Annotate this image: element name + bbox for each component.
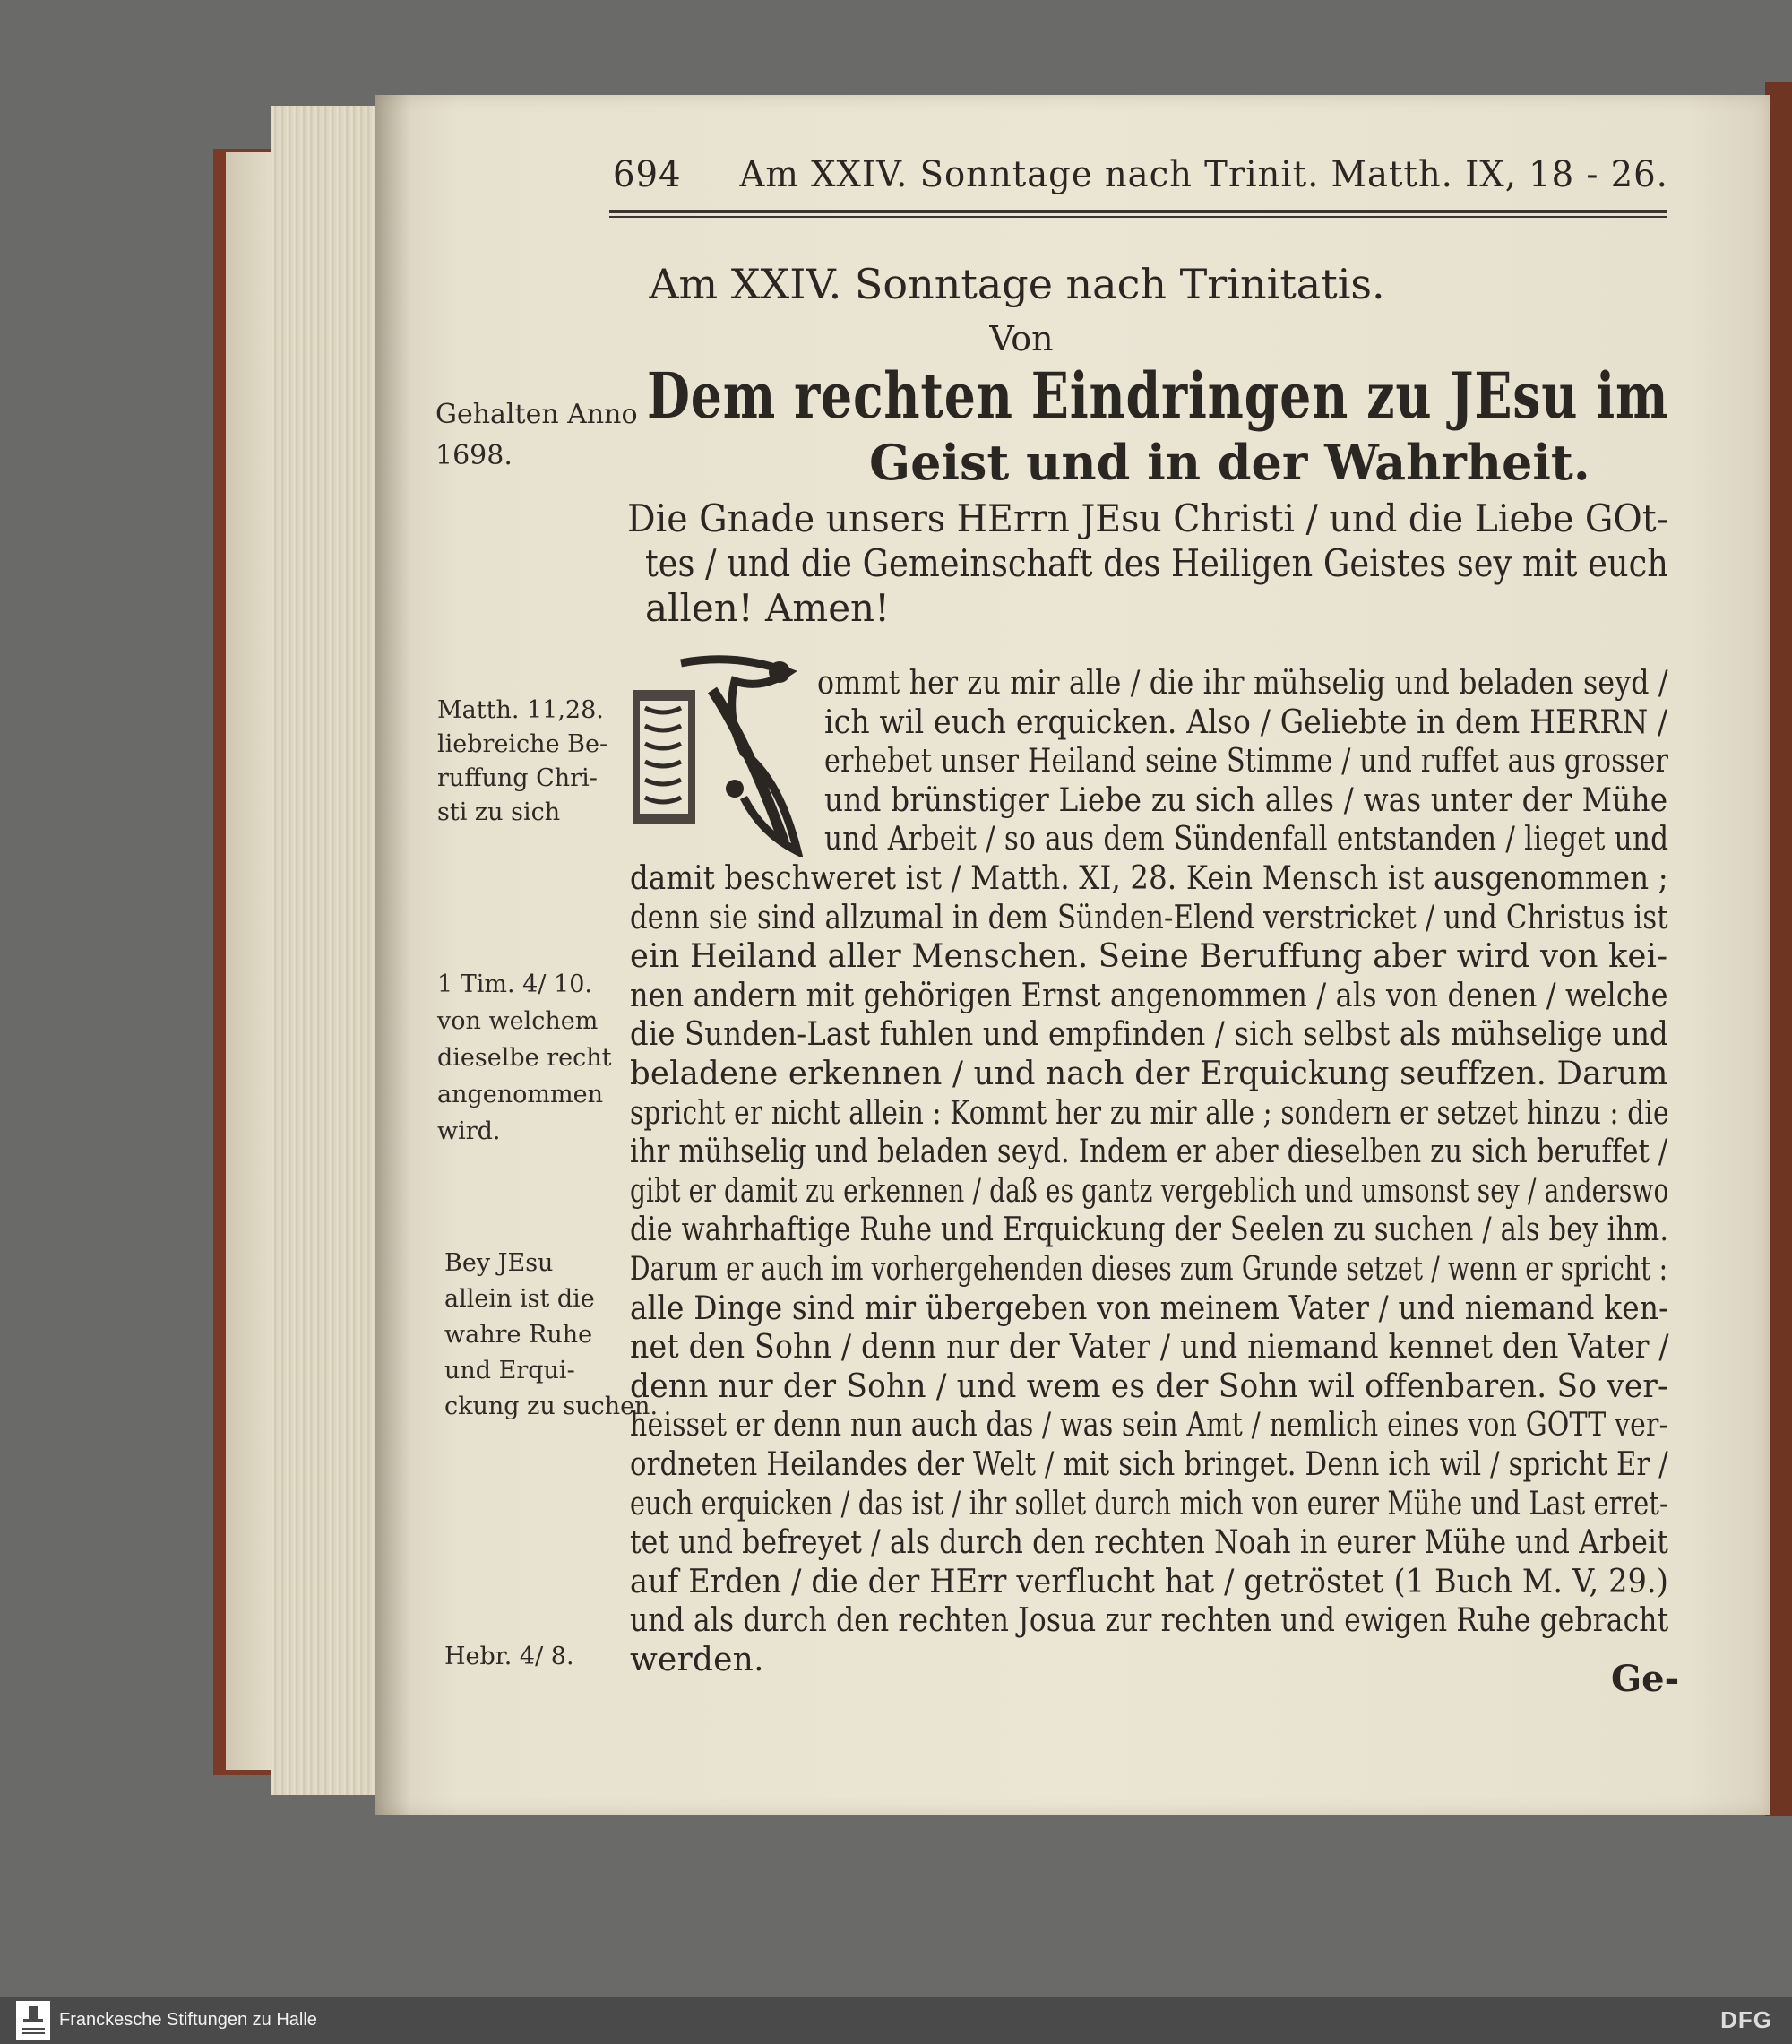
body-line: ihr mühselig und beladen seyd. Indem er aber dieselben zu sich beruffet / — [630, 1134, 1668, 1170]
margin-note-line: 1698. — [435, 440, 513, 471]
body-line: die wahrhaftige Ruhe und Erquickung der Seelen zu suchen / als bey ihm. — [630, 1212, 1669, 1248]
body-line: und als durch den rechten Josua zur rechten und ewigen Ruhe gebracht — [630, 1602, 1669, 1639]
body-line: auf Erden / die der HErr verflucht hat / getröstet (1 Buch M. V, 29.) — [630, 1564, 1669, 1600]
body-line: nen andern mit gehörigen Ernst angenommen / als von denen / welche — [630, 978, 1668, 1014]
margin-note-gehalten — [435, 394, 638, 477]
margin-note-line: allein ist die — [444, 1285, 595, 1313]
dfg-logo: DFG — [1720, 2006, 1772, 2033]
page-number: 694 — [613, 154, 682, 195]
body-line: die Sunden-Last fuhlen und empfinden / sich selbst als mühselige und — [630, 1016, 1668, 1053]
page-block — [226, 152, 271, 1770]
running-head — [613, 154, 1668, 195]
body-line: denn sie sind allzumal in dem Sünden-Elend verstricket / und Christus ist — [630, 900, 1668, 936]
margin-note-line: Bey JEsu — [444, 1249, 554, 1277]
margin-note-line: ckung zu suchen. — [444, 1393, 659, 1420]
body-line: alle Dinge sind mir übergeben von meinem Vater / und niemand ken- — [630, 1290, 1669, 1327]
body-line: beladene erkennen / und nach der Erquickung seuffzen. Darum — [630, 1056, 1668, 1092]
margin-note-line: Hebr. 4/ 8. — [444, 1643, 574, 1670]
margin-note-line: sti zu sich — [437, 798, 561, 826]
sunday-heading: Am XXIV. Sonntage nach Trinitatis. — [649, 260, 1385, 308]
sermon-title-line1: Dem rechten Eindringen zu JEsu im — [647, 358, 1669, 433]
body-line: werden. — [630, 1642, 764, 1678]
body-line: ommt her zu mir alle / die ihr mühselig und beladen seyd / — [817, 665, 1668, 702]
margin-note-line: liebreiche Be- — [437, 730, 608, 758]
body-line: ein Heiland aller Menschen. Seine Beruffung aber wird von kei- — [630, 938, 1668, 975]
body-line: tet und befreyet / als durch den rechten Noah in eurer Mühe und Arbeit — [630, 1524, 1668, 1561]
body-line: und Arbeit / so aus dem Sündenfall entstanden / lieget und — [824, 821, 1669, 858]
margin-note-line: wird. — [437, 1117, 501, 1145]
margin-note-line: dieselbe recht — [437, 1044, 612, 1072]
margin-note-line: Gehalten Anno — [435, 399, 638, 430]
von-heading: Von — [989, 319, 1054, 358]
margin-note-hebr — [444, 1640, 574, 1674]
margin-note-tim — [437, 966, 611, 1150]
institution-name: Franckesche Stiftungen zu Halle — [59, 2010, 317, 2030]
header-rule — [609, 210, 1667, 213]
body-line: ich wil euch erquicken. Also / Geliebte in dem HERRN / — [824, 704, 1668, 741]
body-line: heisset er denn nun auch das / was sein Amt / nemlich eines von GOTT ver- — [630, 1407, 1668, 1444]
margin-note-line: 1 Tim. 4/ 10. — [437, 970, 592, 998]
body-line: spricht er nicht allein : Kommt her zu mir alle ; sondern er setzet hinzu : die — [630, 1095, 1669, 1132]
margin-note-matth — [437, 694, 607, 830]
body-line: damit beschweret ist / Matth. XI, 28. Kein Mensch ist ausgenommen ; — [630, 860, 1668, 897]
page-edges — [271, 106, 378, 1795]
running-head-text: Am XXIV. Sonntage nach Trinit. Matth. IX, 18 - 26. — [739, 154, 1668, 195]
body-line: Darum er auch im vorhergehenden dieses zum Grunde setzet / wenn er spricht : — [630, 1251, 1668, 1288]
sermon-title-line2: Geist und in der Wahrheit. — [869, 434, 1590, 491]
body-line: denn nur der Sohn / und wem es der Sohn wil offenbaren. So ver- — [630, 1368, 1668, 1405]
body-line: ordneten Heilandes der Welt / mit sich bringet. Denn ich wil / spricht Er / — [630, 1446, 1668, 1483]
margin-note-line: ruffung Chri- — [437, 764, 598, 792]
body-line: gibt er damit zu erkennen / daß es gantz vergeblich und umsonst sey / anderswo — [630, 1173, 1669, 1210]
margin-note-line: und Erqui- — [444, 1357, 575, 1384]
body-line: net den Sohn / denn nur der Vater / und niemand kennet den Vater / — [630, 1329, 1669, 1366]
margin-note-line: Matth. 11,28. — [437, 696, 604, 724]
blessing-line: Die Gnade unsers HErrn JEsu Christi / und die Liebe GOt- — [627, 496, 1668, 540]
catchword: Ge- — [1611, 1658, 1680, 1700]
blessing-line: allen! Amen! — [645, 586, 890, 630]
viewer-footer — [0, 1997, 1792, 2044]
header-rule-thin — [609, 216, 1667, 218]
blessing-line: tes / und die Gemeinschaft des Heiligen Geistes sey mit euch — [645, 541, 1668, 585]
margin-note-line: angenommen — [437, 1081, 603, 1108]
margin-note-line: wahre Ruhe — [444, 1321, 593, 1349]
margin-note-line: von welchem — [437, 1007, 599, 1035]
dropcap-letter — [629, 656, 805, 855]
body-line: euch erquicken / das ist / ihr sollet durch mich von eurer Mühe und Last erret- — [630, 1486, 1668, 1522]
institution-logo-icon — [16, 2001, 50, 2040]
margin-note-bey-jesu — [444, 1246, 658, 1425]
body-line: und brünstiger Liebe zu sich alles / was unter der Mühe — [824, 782, 1668, 819]
body-line: erhebet unser Heiland seine Stimme / und ruffet aus grosser — [824, 743, 1669, 780]
